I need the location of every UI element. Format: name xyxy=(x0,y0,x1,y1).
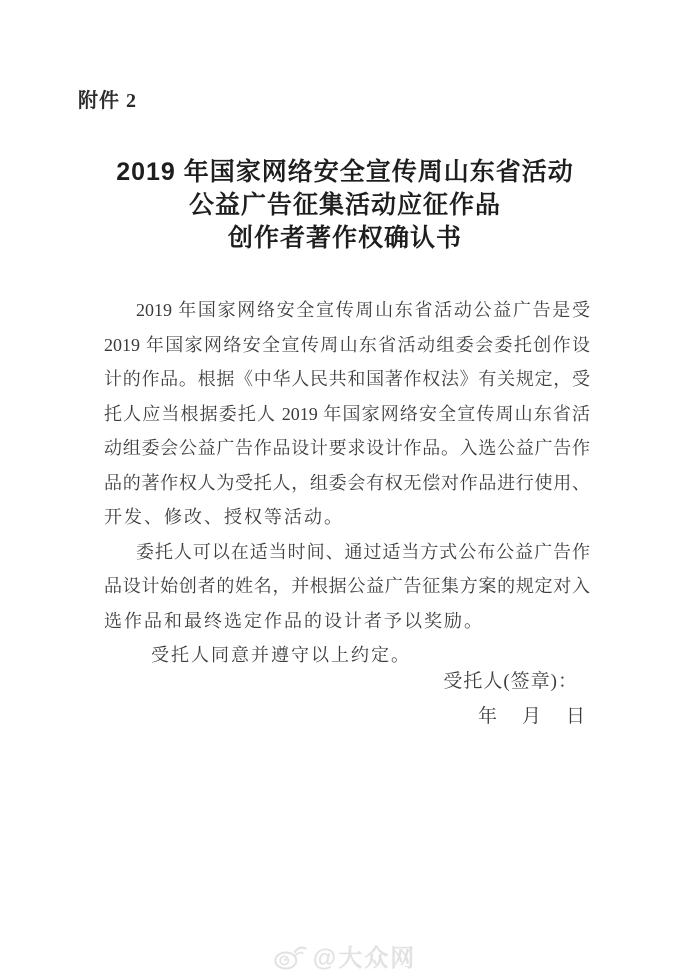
body-line: 品的著作权人为受托人，组委会有权无偿对作品进行使用、 xyxy=(104,472,590,493)
body-line: 品设计始创者的姓名，并根据公益广告征集方案的规定对入 xyxy=(104,576,590,596)
attachment-label: 附件 2 xyxy=(78,90,137,112)
watermark-text: @大众网 xyxy=(312,945,417,972)
signature-signer-label: 受托人(签章)： xyxy=(443,671,578,692)
body-line: 动组委会公益广告作品设计要求设计作品。入选公益广告作 xyxy=(104,438,590,458)
title-line-2: 公益广告征集活动应征作品 xyxy=(188,191,501,219)
watermark xyxy=(274,938,416,973)
body-line: 选作品和最终选定作品的设计者予以奖励。 xyxy=(104,610,484,631)
body-line: 开发、修改、授权等活动。 xyxy=(104,507,344,527)
body-line: 委托人可以在适当时间、通过适当方式公布公益广告作 xyxy=(136,541,590,562)
body-line: 受托人同意并遵守以上约定。 xyxy=(151,645,411,665)
signature-block xyxy=(104,664,590,734)
body-line: 2019 年国家网络安全宣传周山东省活动公益广告是受 xyxy=(136,300,590,320)
body-line: 计的作品。根据《中华人民共和国著作权法》有关规定，受 xyxy=(104,369,590,389)
title-line-3: 创作者著作权确认书 xyxy=(227,224,462,252)
title-line-1: 2019 年国家网络安全宣传周山东省活动 xyxy=(116,158,574,186)
weibo-icon xyxy=(274,942,308,970)
document-title xyxy=(0,156,690,255)
body-line: 托人应当根据委托人 2019 年国家网络安全宣传周山东省活 xyxy=(104,403,590,424)
body-line: 2019 年国家网络安全宣传周山东省活动组委会委托创作设 xyxy=(104,334,590,355)
document-body xyxy=(104,293,590,673)
signature-date-label: 年 月 日 xyxy=(477,706,588,727)
